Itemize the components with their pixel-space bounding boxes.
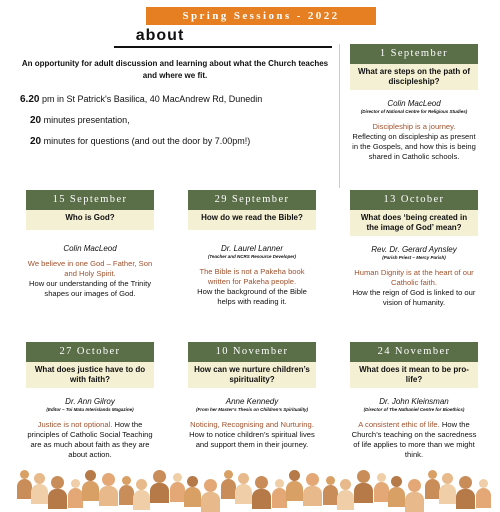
footer-figure-body (221, 479, 236, 499)
footer-figure-body (99, 486, 118, 506)
session-speaker: Dr. Ann Gilroy (65, 397, 115, 406)
questions-line (30, 136, 250, 147)
footer-figure (102, 473, 115, 486)
session-date: 15 September (26, 190, 154, 210)
presentation-minutes: 20 (30, 115, 42, 126)
session-question: What does it mean to be pro-life? (350, 362, 478, 388)
footer-figure (187, 476, 198, 487)
session-card (188, 190, 316, 307)
session-speaker-role: (Parish Priest – Mercy Parish) (382, 255, 446, 260)
footer-figure (442, 473, 453, 484)
session-description (350, 268, 478, 308)
footer-figure (326, 476, 335, 485)
session-detail: How the background of the Bible helps with reading it. (197, 287, 307, 306)
footer-figure-body (439, 484, 456, 504)
time-location-line (20, 94, 262, 105)
footer-figure-body (337, 490, 354, 510)
footer-figure (122, 476, 131, 485)
session-tagline: We believe in one God – Father, Son and Holy Spirit. (27, 259, 153, 278)
session-question: Who is God? (26, 210, 154, 230)
session-question: How can we nurture children’s spirituality? (188, 362, 316, 388)
footer-figure-body (323, 485, 338, 505)
session-speaker: Dr. Laurel Lanner (221, 244, 283, 253)
footer-figure-body (354, 483, 373, 503)
about-heading: about (135, 27, 185, 44)
footer-figure-body (272, 488, 287, 508)
footer-figure-body (82, 481, 99, 501)
footer-figure (377, 473, 386, 482)
footer-figure-body (133, 490, 150, 510)
session-date: 27 October (26, 342, 154, 362)
footer-figure-body (252, 489, 271, 509)
session-speaker-role: (Editor – Toi Matu Interislands Magazine) (46, 407, 134, 412)
footer-figure (340, 479, 351, 490)
session-description (188, 267, 316, 307)
footer-figure-body (68, 488, 83, 508)
footer-figure (306, 473, 319, 486)
session-tagline: A consistent ethic of life. (358, 420, 440, 429)
questions-minutes: 20 (30, 136, 42, 147)
session-card (188, 342, 316, 450)
header-banner (0, 0, 500, 30)
session-date: 24 November (350, 342, 478, 362)
session-detail: How our understanding of the Trinity shapes our images of God. (29, 279, 151, 298)
session-date: 1 September (350, 44, 478, 64)
footer-figure (20, 470, 29, 479)
session-tagline: Justice is not optional. (37, 420, 113, 429)
session-tagline: Discipleship is a journey. (372, 122, 456, 131)
session-detail: How to notice children’s spiritual lives and support them in their journey. (189, 430, 315, 449)
footer-figure (224, 470, 233, 479)
session-detail: How the reign of God is linked to our vision of humanity. (352, 288, 476, 307)
session-speaker-role: (Teacher and NCRS Resource Developer) (207, 254, 297, 259)
banner-title: Spring Sessions - 2022 (146, 7, 376, 25)
footer-figure-body (388, 487, 405, 507)
session-speaker-role: (From her Master’s Thesis on Children’s Spirituality) (195, 407, 309, 412)
session-speaker: Rev. Dr. Gerard Aynsley (371, 245, 457, 254)
footer-figure-body (17, 479, 32, 499)
footer-figure-body (201, 492, 220, 512)
session-detail: Reflecting on discipleship as present in the Gospels, and how this is being shared in Catholic schools. (352, 132, 476, 161)
footer-figure-body (286, 481, 303, 501)
session-question: How do we read the Bible? (188, 210, 316, 230)
footer-figure (34, 473, 45, 484)
footer-figure-body (374, 482, 389, 502)
footer-figure (275, 479, 284, 488)
footer-figure-body (476, 488, 491, 508)
footer-figure-body (235, 484, 252, 504)
footer-figure-body (170, 482, 185, 502)
footer-figure (136, 479, 147, 490)
footer-decoration (0, 462, 500, 500)
footer-figure-body (425, 479, 440, 499)
about-divider (114, 46, 332, 48)
footer-figure (479, 479, 488, 488)
intro-text: An opportunity for adult discussion and learning about what the Church teaches and where we fit. (21, 59, 329, 80)
session-description (350, 122, 478, 162)
column-divider (339, 44, 340, 188)
footer-figure-body (150, 483, 169, 503)
session-tagline: Noticing, Recognising and Nurturing. (190, 420, 314, 429)
presentation-text: minutes presentation, (41, 115, 130, 125)
session-detail: How the Church’s teaching on the sacredness of life applies to more than we might think. (351, 420, 477, 459)
session-question: What does justice have to do with faith? (26, 362, 154, 388)
footer-figure (173, 473, 182, 482)
session-card (350, 44, 478, 162)
session-card (26, 190, 154, 299)
footer-figure (391, 476, 402, 487)
footer-figure-body (31, 484, 48, 504)
session-question: What are steps on the path of discipleship? (350, 64, 478, 90)
footer-figure (408, 479, 421, 492)
session-speaker-role: (Director of National Centre for Religious Studies) (360, 109, 468, 114)
session-description (26, 259, 154, 299)
footer-figure (204, 479, 217, 492)
session-speaker: Anne Kennedy (225, 397, 279, 406)
session-description (26, 420, 154, 460)
presentation-line (30, 115, 130, 126)
session-detail: How the principles of Catholic Social Teaching are as much about faith as they are about action. (27, 420, 153, 459)
session-tagline: The Bible is not a Pakeha book written for Pakeha people. (199, 267, 305, 286)
session-card (350, 190, 478, 308)
footer-figure-body (48, 489, 67, 509)
footer-figure-body (456, 489, 475, 509)
session-card (350, 342, 478, 460)
footer-figure (289, 470, 300, 481)
footer-figure-body (119, 485, 134, 505)
footer-figure (428, 470, 437, 479)
footer-figure (51, 476, 64, 489)
session-card (26, 342, 154, 460)
footer-figure-body (184, 487, 201, 507)
footer-figure (71, 479, 80, 488)
footer-figure (85, 470, 96, 481)
session-speaker-role: (Director of The Nathaniel Centre for Bioethics) (363, 407, 465, 412)
session-description (188, 420, 316, 450)
session-speaker: Colin MacLeod (387, 99, 441, 108)
time-value: 6.20 (20, 94, 40, 105)
footer-figure (255, 476, 268, 489)
time-location-text: pm in St Patrick's Basilica, 40 MacAndrew Rd, Dunedin (39, 94, 263, 104)
footer-figure (357, 470, 370, 483)
session-date: 29 September (188, 190, 316, 210)
footer-figure-body (405, 492, 424, 512)
session-date: 10 November (188, 342, 316, 362)
session-speaker: Dr. John Kleinsman (379, 397, 449, 406)
questions-text: minutes for questions (and out the door by 7.00pm!) (41, 136, 251, 146)
session-date: 13 October (350, 190, 478, 210)
session-speaker: Colin MacLeod (63, 244, 117, 253)
footer-figure (153, 470, 166, 483)
session-tagline: Human Dignity is at the heart of our Catholic faith. (354, 268, 474, 287)
footer-figure (459, 476, 472, 489)
session-description (350, 420, 478, 460)
footer-figure-body (303, 486, 322, 506)
footer-figure (238, 473, 249, 484)
session-question: What does ‘being created in the image of God’ mean? (350, 210, 478, 236)
